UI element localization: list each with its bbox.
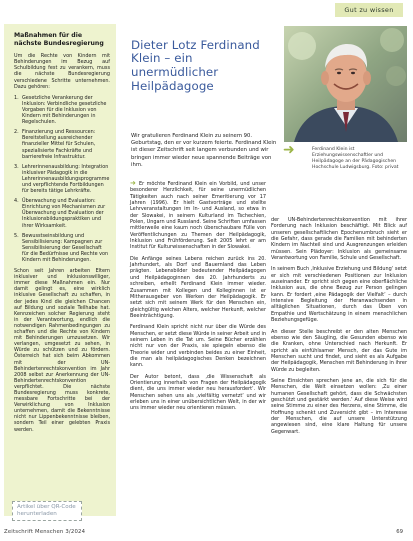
article-paragraph: der UN-Behindertenrechtskonvention mit ihrer Forderung nach Inklusion beschäftigt. Mit Blick auf unseren gesellschaftlichen Epochenumbruch sieht er die Gefahr, dass gerade die Familien mit behinderten Kindern im Nachteil sind und Ausgrenzungen erleiden müssen. Sein Plädoyer: Inklusion als gemeinsame Verantwortung von Familie, Schule und Gesellschaft. xyxy=(271,217,407,262)
paragraph-arrow-icon: ➜ xyxy=(130,179,139,187)
article-paragraph: Ferdinand Klein spricht nicht nur über die Würde des Menschen, er setzt diese Würde in seiner Arbeit und in seinem Leben in die Tat um. Seine Bücher erzählen nicht nur von der Praxis, sie spiegeln ebenso die Theorie wider und verbinden beides zu einer Einheit, die man als heilpädagogisches Denken bezeichnen kann. xyxy=(130,324,266,369)
article-headline: Dieter Lotz Ferdinand Klein – ein unermüdlicher Heilpädagoge xyxy=(131,37,260,93)
article-paragraph: In seinem Buch ‚Inklusive Erziehung und Bildung‘ setzt er sich mit verschiedenen Positionen zur Inklusion auseinander. Er spricht sich gegen eine oberflächliche Inklusion aus, die ohne Bezug zur Person gelingen kann. Er fordert ‚eine Pädagogik der Vielfalt‘ – durch intensive Begleitung der Heranwachsenden in alltäglichen Situationen, durch das Üben von Empathie und Wertschätzung in einem menschlichen Beziehungsgefüge. xyxy=(271,266,407,324)
footer-publication: Zeitschrift Menschen 3/2024 xyxy=(4,529,86,535)
list-item-text: Gesetzliche Verankerung der Inklusion: Verbindliche gesetzliche Vorgaben für die Inklusion von Kindern mit Behinderungen in Regelschulen. xyxy=(22,94,107,126)
qr-download-link[interactable]: Artikel über QR-Code herunterladen xyxy=(12,501,82,521)
article-paragraph: Seine Einsichten sprechen jene an, die sich für die Menschen, die Welt einsetzen wollen: ‚Zu einer humanen Gesellschaft gehört, dass die Schwächsten geschützt und gestärkt werden.‘ Auf diese Weise wird seine Stimme zu einer des Herzens, eine Stimme, die Hoffnung schenkt und Zuversicht gibt – im Interesse der Menschen, die auf unsere Unterstützung angewiesen sind, eine klare Haltung für unsere Gegenwart. xyxy=(271,377,407,435)
sidebar-paragraph: Schon seit Jahren arbeiten Eltern inklusiver und inklusionswilliger, immer diese Maßnahmen ein. Nur damit gelingt es, eine wirklich inklusive Gesellschaft zu schaffen, in der jedes Kind die gleichen Chancen auf Bildung und soziale Teilhabe hat. Kennzeichen solcher Regierung steht in der Verantwortung, endlich die notwendigen Rahmenbedingungen zu schaffen und die Rechte von Kindern mit Behinderungen umzusetzen. Wir verlangen, umgesetzt zu sehen, in Würde zu schützen und zu fördern. Österreich hat sich beim Abkommen mit der UN-Behindertenrechtskonvention im Jahr 2008 selbst zur Anerkennung der UN-Behindertenrechtskonvention verpflichtet. Die nächste Bundesregierung muss konkrete, messbare Fortschritte bei der Verwirklichung von Inklusion unternehmen, damit die Bekenntnisse nicht nur Lippenbekenntnisse bleiben, sondern Teil einer gelebten Praxis werden. xyxy=(14,268,110,433)
portrait-illustration xyxy=(284,26,407,142)
article-column-3 xyxy=(271,217,407,440)
list-item-text: Überwachung und Evaluation: Einrichtung von Mechanismen zur Überwachung und Evaluation der Inklusionsbildungspraktiken und ihrer Wirksamkeit. xyxy=(22,198,106,229)
list-item xyxy=(14,198,110,228)
list-item-number: 3. xyxy=(14,163,19,170)
list-item-number: 4. xyxy=(14,198,19,205)
list-item xyxy=(14,233,110,263)
page-number: 69 xyxy=(396,529,403,535)
list-item-text: Lehrerinnenausbildung: Integration inklusiver Pädagogik in die Lehrerinnenausbildungsprogramme und verpflichtende Fortbildungen für bereits tätige Lehrkräfte. xyxy=(22,163,110,195)
photo-credit: Foto: privat xyxy=(372,164,399,170)
list-item-number: 5. xyxy=(14,232,19,239)
photo-caption-text: Ferdinand Klein ist Erziehungswissenschaftler und Heilpädagoge an der Pädagogischen Hochschule Ludwigsburg. xyxy=(312,147,397,170)
article-paragraph: Die Anfänge seines Lebens reichen zurück ins 20. Jahrhundert, als Dorf und Bauernland das Leben prägten. Lebensbilder bedeutender Heilpädagogen und Heilpädagoginnen des 20. Jahrhunderts zu schreiben, erhellt Ferdinand Klein immer wieder. Zusammen mit Kollegen und Kolleginnen ist er Mitherausgeber von Werken der Heilpädagogik. Er setzt sich mit seinem Werk für den Menschen ein, gleichgültig welchen Alters, welcher Herkunft, welcher Beeinträchtigung. xyxy=(130,255,266,319)
photo-caption xyxy=(312,147,408,171)
sidebar-box xyxy=(4,24,116,516)
sidebar-title: Maßnahmen für die nächste Bundesregierung xyxy=(14,32,104,47)
list-item-number: 1. xyxy=(14,94,19,101)
caption-arrow-icon: ➜ xyxy=(283,142,295,158)
list-item xyxy=(14,95,110,125)
article-paragraph-text: Er möchte Ferdinand Klein ein Vorbild, und unser besonderer Herzlichkeit, für seine unermüdlichen Tätigkeiten auch nach seiner Emeritierung vor 17 Jahren (1996). Er hielt Gastvorträge und stellte Lehrveranstaltungen im In- und Ausland, so etwa in der Slowakei, in seinem Kulturland im Tschechien, Polen, Ungarn und Russland. Seine Schriften umfassen mittlerweile eine kaum noch überschaubare Fülle von Veröffentlichungen zu Themen der Heilpädagogik, Inklusion und Frühförderung. Seit 2005 lehrt er am Institut für Kulturwissenschaften in der Slowakei. xyxy=(130,181,267,251)
article-column-2 xyxy=(130,180,266,417)
article-lead: Wir gratulieren Ferdinand Klein zu seinem 90. Geburtstag, den er vor kurzem feierte. Ferdinand Klein ist dieser Zeitschrift seit langem verbunden und wir bringen immer wieder neue spannende Beiträge von ihm. xyxy=(131,133,277,168)
article-paragraph: Der Autor betont, dass ‚die Wissenschaft als Orientierung innerhalb von Fragen der Heilpädagogik dient, die uns immer wieder neu herausfordert‘. Wir Menschen sehen uns als ‚vielfältig vernetzt‘ und wir erleben uns in einer unübersichtlichen Welt, in der wir uns immer wieder neu orientieren müssen. xyxy=(130,373,266,412)
article-paragraph xyxy=(130,180,266,251)
list-item-text: Bewusstseinsbildung und Sensibilisierung: Kampagnen zur Sensibilisierung der Gesellschaft für die Bedürfnisse und Rechte von Kindern mit Behinderungen. xyxy=(22,232,109,263)
list-item xyxy=(14,129,110,159)
portrait-photo xyxy=(284,26,407,142)
list-item-number: 2. xyxy=(14,129,19,136)
list-item xyxy=(14,164,110,194)
article-paragraph: An dieser Stelle beschreibt er den alten Menschen ebenso wie den Säugling, die Gesunden ebenso wie die Kranken, ohne Unterschied nach Herkunft. Er spricht als einfühlsamer Mensch, der das Gute im Menschen sucht und findet, und sieht es als Aufgabe der Heilpädagogik, Menschen mit Behinderung in ihrer Würde zu begleiten. xyxy=(271,328,407,373)
sidebar-list xyxy=(14,95,110,263)
sidebar-intro: Um die Rechte von Kindern mit Behinderungen im Bezug auf Schulbildung fest zu verankern, muss die nächste Bundesregierung verschiedene Schritte unternehmen. Dazu gehören: xyxy=(14,53,110,90)
list-item-text: Finanzierung und Ressourcen: Bereitstellung ausreichender finanzieller Mittel für Schulen, spezialisierte Fachkräfte und barrierefreie Infrastruktur. xyxy=(22,129,96,160)
section-tag: Gut zu wissen xyxy=(335,3,403,17)
